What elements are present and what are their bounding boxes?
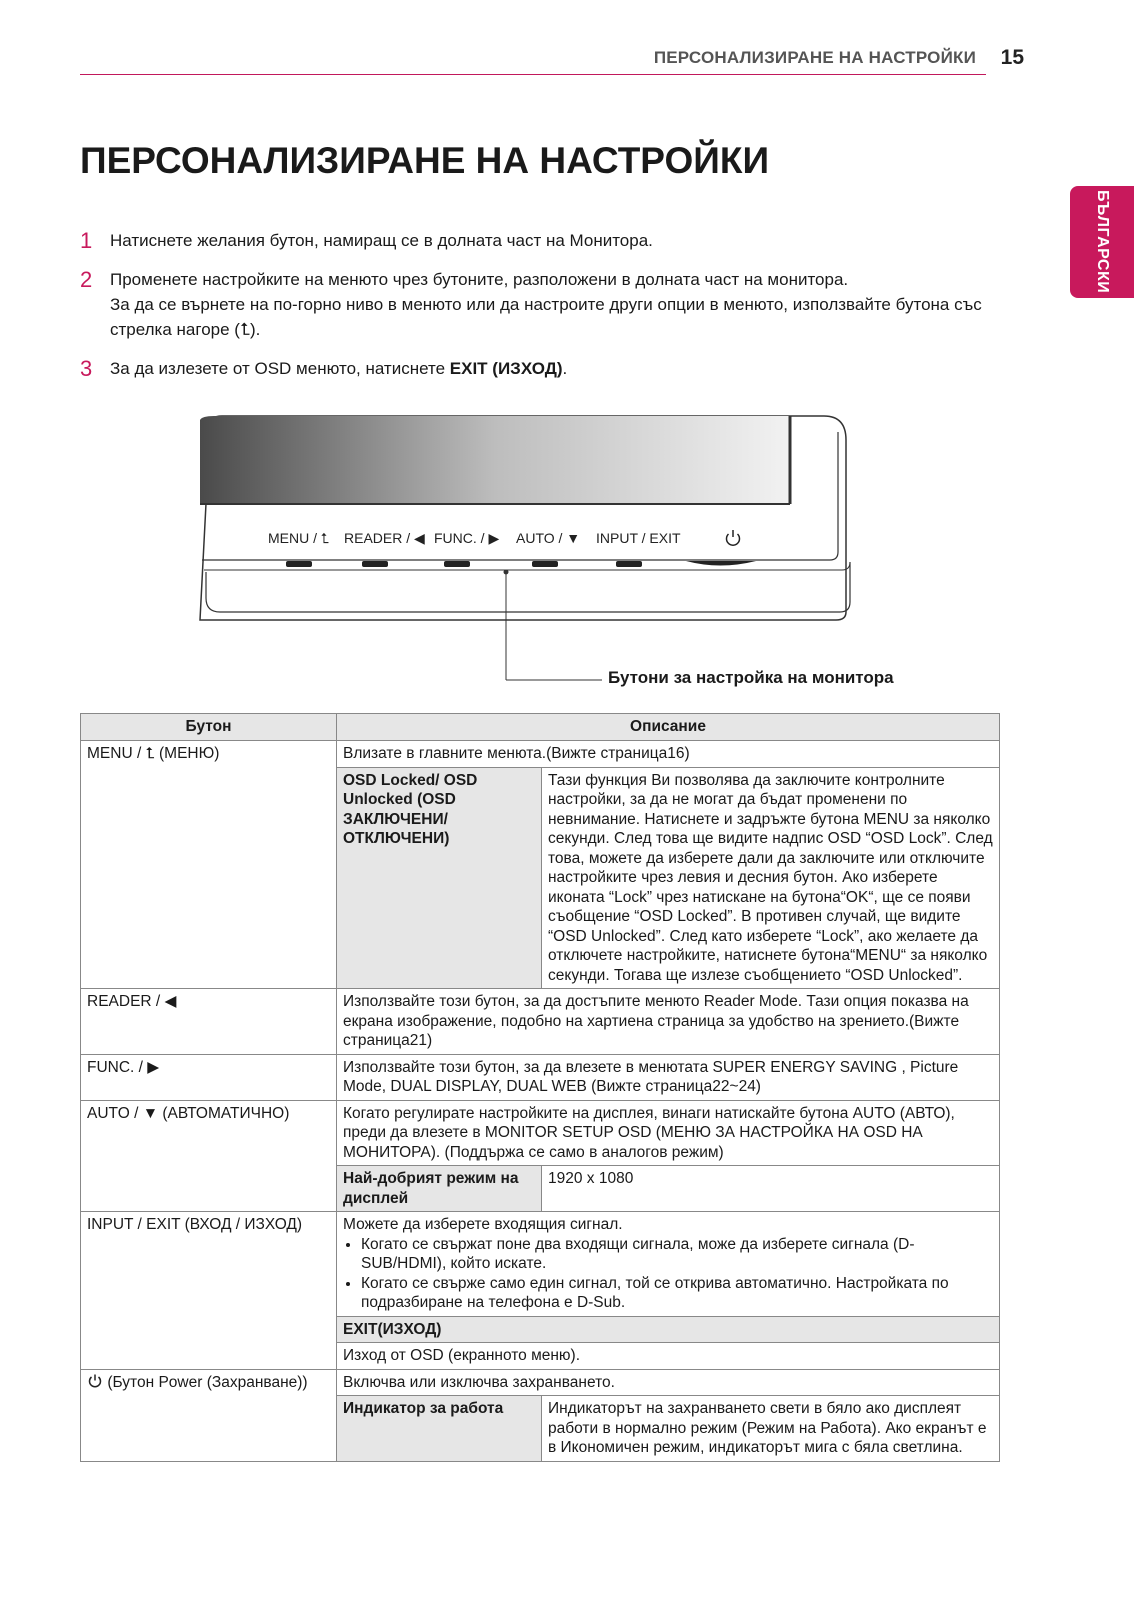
button-cell-input: INPUT / EXIT (ВХОД / ИЗХОД) (81, 1212, 337, 1370)
sub-desc-osd-lock: Тази функция Ви позволява да заключите контролните настройки, за да не могат да бъдат променени по невнимание. Натиснете и задръжте бутона MENU за няколко секунди. След това ще видите надпис OSD “OSD Lock”. След това, можете да изберете дали да заключите или отключите настройките чрез левия и десния бутон. Ако изберете иконата “Lock” чрез натискане на бутона“OK“, ще се появи съобщение “OSD Locked”. В противен случай, ще видите “OSD Unlocked”. След като изберете “Lock”, ако желаете да отключете настройките, натиснете бутона“MENU“ за няколко секунди. Тогава ще излезе съобщението “OSD Unlocked”. (542, 767, 1000, 989)
diagram-callout: Бутони за настройка на монитора (608, 668, 894, 687)
input-bullets (343, 1235, 993, 1313)
button-cell-menu: MENU / ⮤ (МЕНЮ) (81, 741, 337, 989)
step-number: 2 (80, 267, 93, 292)
list-item: • Когато се свържат поне два входящи сигнала, може да изберете сигнала (D-SUB/HDMI), който искате. (361, 1235, 993, 1274)
sub-label-power-indicator: Индикатор за работа (337, 1396, 542, 1462)
buttons-table (80, 713, 1000, 1462)
desc-cell-func: Използвайте този бутон, за да влезете в менютата SUPER ENERGY SAVING , Picture Mode, DUAL DISPLAY, DUAL WEB (Вижте страница22~24) (337, 1054, 1000, 1100)
table-row-auto (81, 1100, 1000, 1166)
func-button-label: FUNC. / ▶ (434, 530, 500, 546)
desc-cell-menu: Влизате в главните менюта.(Вижте страница16) (337, 741, 1000, 768)
language-tab (1070, 186, 1134, 298)
desc-cell-reader: Използвайте този бутон, за да достъпите менюто Reader Mode. Тази опция показва на екрана изображение, подобно на хартиена страница за удобство на зрението.(Вижте страница21) (337, 989, 1000, 1055)
button-cell-reader: READER / ◀ (81, 989, 337, 1055)
power-button-text: (Бутон Power (Захранване)) (107, 1373, 308, 1391)
language-tab-label: БЪЛГАРСКИ (1094, 190, 1111, 294)
power-icon (87, 1373, 103, 1389)
desc-cell-auto: Когато регулирате настройките на дисплея, винаги натискайте бутона AUTO (АВТО), преди да влезете в MONITOR SETUP OSD (МЕНЮ ЗА НАСТРОЙКА НА OSD НА МОНИТОРА). (Поддържа се само в аналогов режим) (337, 1100, 1000, 1166)
auto-key (532, 561, 558, 567)
sub-desc-exit: Изход от OSD (екранното меню). (337, 1343, 1000, 1370)
button-cell-auto: AUTO / ▼ (АВТОМАТИЧНО) (81, 1100, 337, 1212)
column-header-button: Бутон (81, 714, 337, 741)
button-cell-func: FUNC. / ▶ (81, 1054, 337, 1100)
exit-emphasis: EXIT (ИЗХОД) (449, 359, 563, 378)
step-2 (80, 267, 1000, 342)
step-3: 3 За да излезете от OSD менюто, натиснете EXIT (ИЗХОД). (80, 356, 568, 381)
menu-key (286, 561, 312, 567)
sub-label-osd-lock: OSD Locked/ OSD Unlocked (OSD ЗАКЛЮЧЕНИ/ ОТКЛЮЧЕНИ) (337, 767, 542, 989)
step-number: 1 (80, 228, 93, 253)
monitor-diagram (190, 412, 950, 698)
table-row-power (81, 1369, 1000, 1396)
desc-cell-input (337, 1212, 1000, 1317)
list-item: • Когато се свърже само един сигнал, той се открива автоматично. Настройката по подразбиране на телефона е D-Sub. (361, 1274, 993, 1313)
menu-button-label: MENU / ⮤ (268, 530, 330, 546)
sub-label-best-mode: Най-добрият режим на дисплей (337, 1166, 542, 1212)
monitor-illustration (190, 412, 950, 698)
sub-label-exit: EXIT(ИЗХОД) (337, 1316, 1000, 1343)
step-1 (80, 228, 1000, 253)
input-desc-text: Можете да изберете входящия сигнал. (343, 1216, 623, 1233)
step-text: Променете настройките на менюто чрез бутоните, разположени в долната част на монитора. (110, 270, 849, 289)
reader-key (362, 561, 388, 567)
header-divider (80, 74, 986, 75)
page-title: ПЕРСОНАЛИЗИРАНЕ НА НАСТРОЙКИ (80, 140, 770, 181)
column-header-description: Описание (337, 714, 1000, 741)
reader-button-label: READER / ◀ (344, 530, 425, 546)
page-number: 15 (1000, 46, 1024, 69)
screen-panel (200, 416, 790, 504)
table-header-row (81, 714, 1000, 741)
table-row-reader (81, 989, 1000, 1055)
sub-value-best-mode: 1920 x 1080 (542, 1166, 1000, 1212)
input-button-label: INPUT / EXIT (596, 530, 681, 546)
step-text: Натиснете желания бутон, намиращ се в долната част на Монитора. (110, 231, 653, 250)
step-number: 3 (80, 356, 93, 381)
desc-cell-power: Включва или изключва захранването. (337, 1369, 1000, 1396)
auto-button-label: AUTO / ▼ (516, 530, 581, 546)
func-key (444, 561, 470, 567)
table-row-func (81, 1054, 1000, 1100)
step-subtext: За да се върнете на по-горно ниво в менюто или да настроите други опции в менюто, използвайте бутона със стрелка нагоре (⮤). (110, 295, 982, 339)
step-text: За да излезете от OSD менюто, натиснете (110, 359, 450, 378)
input-key (616, 561, 642, 567)
header-section-title: ПЕРСОНАЛИЗИРАНЕ НА НАСТРОЙКИ (653, 48, 976, 67)
sub-desc-power-indicator: Индикаторът на захранването свети в бяло ако дисплеят работи в нормално режим (Режим на Работа). Ако екранът е в Икономичен режим, индикаторът мига с бяла светлина. (542, 1396, 1000, 1462)
table-row-menu (81, 741, 1000, 768)
steps-list (80, 228, 1000, 395)
button-cell-power (81, 1369, 337, 1461)
table-row-input (81, 1212, 1000, 1317)
